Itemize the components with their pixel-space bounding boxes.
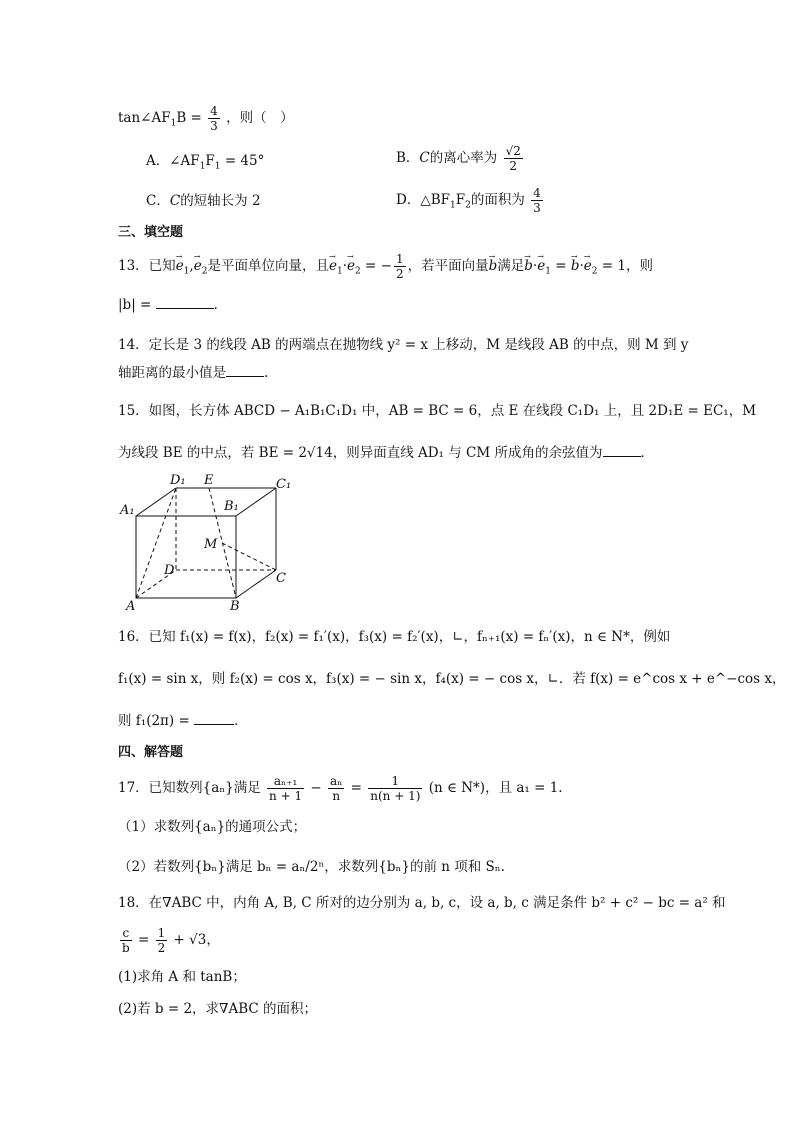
label-b1: B₁ <box>224 499 239 514</box>
q12-tail-line: $\tan\angle AF_1B$ = $\frac{4}{3}$ ，则（ ） <box>118 104 294 133</box>
q17-part2: （2）若数列{bₙ}满足 bₙ = aₙ/2ⁿ，求数列{bₙ}的前 n 项和 Sₙ. <box>118 859 505 875</box>
q13-line1: 13．已知→ $e_1,\to e_2$是平面单位向量，且→ $e_1\cdot\to e_2$ = − $\frac{1}{2}$ ，若平面向量→ b满足→ $b\cdot\to e_1$ = → $b\cdot\to e_2 = 1$，则 <box>118 252 653 283</box>
q14-line1: 14．定长是 3 的线段 AB 的两端点在抛物线 y² = x 上移动，M 是线段 AB 的中点，则 M 到 y <box>118 337 689 353</box>
q16-line2: f₁(x) = sin x，则 f₂(x) = cos x，f₃(x) = − sin x，f₄(x) = − cos x，∟．若 f(x) = e^cos x + e^−cos x， <box>118 671 786 687</box>
answer-blank[interactable] <box>156 294 214 309</box>
section-heading-fill-in: 三、填空题 <box>118 225 184 240</box>
label-a: A <box>126 599 136 614</box>
label-d: D <box>164 563 175 578</box>
q18-line1: 18．在∇ABC 中，内角 A, B, C 所对的边分别为 a, b, c，设 a, b, c 满足条件 b² + c² − bc = a² 和 <box>118 895 726 911</box>
q18-line2: $\frac{c}{b}$ = $\frac{1}{2}$ + √3， <box>122 926 220 955</box>
q17-part1: （1）求数列{aₙ}的通项公式； <box>118 819 307 835</box>
fraction: $\frac{4}{3}$ <box>210 104 218 133</box>
edge-a1-d1 <box>136 488 176 516</box>
q12-option-d[interactable]: D．$\triangle BF_1F_2$的面积为 $\frac{4}{3}$ <box>396 186 541 215</box>
answer-blank[interactable] <box>226 362 264 377</box>
q16-line3: 则 f₁(2π) = ． <box>118 710 248 732</box>
label-a1: A₁ <box>120 503 135 518</box>
q12-option-b[interactable]: B．C的离心率为 $\frac{√2}{2}$ <box>396 144 521 173</box>
label-c: C <box>276 571 286 586</box>
q16-line1: 16．已知 f₁(x) = f(x)，f₂(x) = f₁′(x)，f₃(x) = f₂′(x)，∟，fₙ₊₁(x) = fₙ′(x)，n ∈ N*，例如 <box>118 629 671 645</box>
answer-blank[interactable] <box>194 710 234 725</box>
q12-option-a[interactable]: A．$\angle AF_1F_1 = 45^\circ$ <box>146 153 265 172</box>
q18-part1: (1)求角 A 和 tanB； <box>118 969 246 985</box>
cuboid-figure <box>118 474 298 614</box>
edge-b-c <box>236 570 276 598</box>
q15-line1: 15．如图，长方体 ABCD − A₁B₁C₁D₁ 中，AB = BC = 6，点 E 在线段 C₁D₁ 上，且 2D₁E = EC₁，M <box>118 403 757 419</box>
q15-line2: 为线段 BE 的中点，若 BE = 2√14，则异面直线 AD₁ 与 CM 所成角的余弦值为 ． <box>118 442 654 464</box>
q18-part2: (2)若 b = 2，求∇ABC 的面积； <box>118 1001 318 1017</box>
label-m: M <box>204 537 218 552</box>
q13-line2: |b| = ． <box>118 294 227 316</box>
label-e: E <box>204 474 214 488</box>
q12-option-c[interactable]: C．C的短轴长为 2 <box>146 193 261 209</box>
answer-blank[interactable] <box>603 442 641 457</box>
q17-line1: 17．已知数列{aₙ}满足 $\frac{\text{aₙ₊₁}}{n + 1}$ − $\frac{\text{aₙ}}{n}$ = $\frac{1}{n(n + 1)}$ (n ∈ N*)，且 a₁ = 1. <box>118 774 563 803</box>
label-d1: D₁ <box>170 474 186 488</box>
edge-b1-c1 <box>236 488 276 516</box>
section-heading-solutions: 四、解答题 <box>118 745 184 760</box>
segment-m-c <box>222 543 276 570</box>
label-c1: C₁ <box>276 477 292 492</box>
segment-a-d1 <box>136 488 176 598</box>
q14-line2: 轴距离的最小值是 . <box>118 362 268 384</box>
label-b: B <box>230 599 240 614</box>
